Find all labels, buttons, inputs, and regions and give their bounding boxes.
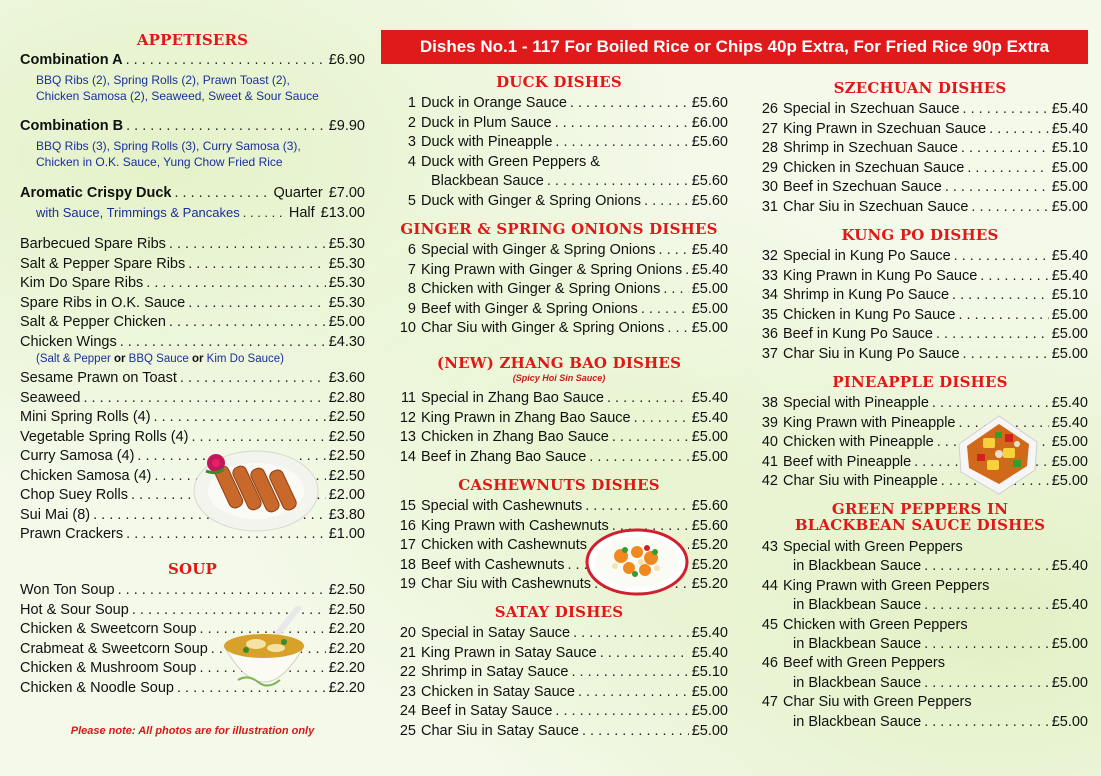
- item-price: £5.00: [1051, 345, 1088, 362]
- pineapple-dish-photo: [955, 408, 1041, 496]
- menu-item: Combination A . . . £6.90: [20, 51, 365, 70]
- item-name: King Prawn with Green Peppers: [783, 577, 990, 594]
- item-name: Chicken in Szechuan Sauce: [783, 159, 965, 176]
- menu-item: [752, 557, 1088, 576]
- item-name: Salt & Pepper Chicken: [20, 314, 166, 330]
- item-number: 4: [407, 153, 416, 170]
- item-number: 35: [761, 306, 778, 323]
- zhang-subtitle: (Spicy Hoi Sin Sauce): [512, 373, 606, 383]
- item-number: 40: [761, 434, 778, 450]
- item-number: 7: [407, 261, 416, 278]
- menu-item: [752, 693, 1088, 712]
- item-number: 27: [761, 120, 778, 137]
- menu-item: [20, 408, 365, 427]
- item-name: King Prawn in Szechuan Sauce: [783, 120, 987, 137]
- item-price: £5.00: [328, 314, 365, 330]
- item-price: £5.60: [691, 517, 728, 534]
- szechuan-title: SZECHUAN DISHES: [833, 79, 1007, 97]
- item-name: Chicken with Ginger & Spring Onions: [421, 281, 661, 297]
- item-price: £2.20: [328, 660, 365, 676]
- menu-item: [752, 538, 1088, 557]
- item-price: £5.00: [1051, 326, 1088, 342]
- item-price: £5.20: [691, 576, 728, 592]
- item-name: Mini Spring Rolls (4): [20, 409, 151, 425]
- menu-item: Aromatic Crispy Duck . . . Quarter £7.00: [20, 184, 365, 203]
- item-price: £5.60: [691, 173, 728, 189]
- menu-item: [390, 241, 728, 260]
- menu-item: [390, 261, 728, 280]
- menu-item: [752, 654, 1088, 673]
- menu-item: [390, 644, 728, 663]
- item-name: Chicken with Cashewnuts: [421, 537, 588, 553]
- item-number: 46: [761, 655, 778, 672]
- menu-item: [390, 624, 728, 643]
- menu-item: [20, 640, 365, 659]
- pineapple-title: PINEAPPLE DISHES: [832, 373, 1008, 391]
- item-price: £5.40: [691, 261, 728, 278]
- menu-item: [752, 577, 1088, 596]
- item-price: £5.40: [691, 390, 728, 406]
- photo-note: Please note: All photos are for illustration only: [70, 725, 315, 737]
- item-price: £2.20: [328, 679, 365, 696]
- item-name: Char Siu with Cashewnuts: [421, 576, 592, 592]
- item-name: King Prawn in Kung Po Sauce: [783, 267, 978, 284]
- item-price: £2.50: [328, 601, 365, 618]
- item-name: Duck in Orange Sauce: [421, 95, 567, 111]
- item-price: £5.00: [691, 320, 728, 336]
- ginger-title: GINGER & SPRING ONIONS DISHES: [400, 220, 718, 238]
- item-name: Beef with Cashewnuts: [421, 556, 565, 573]
- menu-item: [390, 409, 728, 428]
- item-name: Beef with Pineapple: [783, 453, 912, 470]
- spring-rolls-photo: [192, 443, 320, 535]
- item-name: Hot & Sour Soup: [20, 601, 129, 618]
- item-number: 18: [399, 556, 416, 573]
- item-price: £5.40: [1051, 267, 1088, 284]
- item-price: £5.00: [1051, 434, 1088, 450]
- zhang-title: (NEW) ZHANG BAO DISHES: [436, 354, 682, 372]
- item-number: 41: [761, 453, 778, 470]
- item-price: £5.00: [1051, 198, 1088, 215]
- item-number: 2: [407, 114, 416, 131]
- item-name: Beef in Szechuan Sauce: [783, 179, 942, 195]
- item-number: 24: [399, 703, 416, 719]
- item-price: £5.00: [1051, 179, 1088, 195]
- menu-item: [20, 601, 365, 620]
- item-price: £3.80: [328, 506, 365, 523]
- menu-item: [752, 100, 1088, 119]
- item-name: Chicken & Mushroom Soup: [20, 660, 197, 676]
- item-name: Duck with Green Peppers &: [421, 153, 600, 170]
- item-price: £1.00: [328, 526, 365, 542]
- menu-item: [752, 345, 1088, 364]
- menu-item: [752, 286, 1088, 305]
- item-number: 36: [761, 326, 778, 342]
- item-name: Char Siu with Ginger & Spring Onions: [421, 320, 665, 336]
- item-price: £5.40: [691, 625, 728, 641]
- menu-item: [390, 683, 728, 702]
- item-number: 32: [761, 248, 778, 264]
- item-number: 30: [761, 179, 778, 195]
- item-price: £2.80: [328, 389, 365, 406]
- item-name: Sesame Prawn on Toast: [20, 370, 177, 386]
- menu-item: [752, 247, 1088, 266]
- item-price: £2.20: [328, 640, 365, 657]
- item-name: King Prawn in Zhang Bao Sauce: [421, 409, 631, 426]
- item-name: Blackbean Sauce: [431, 173, 544, 189]
- item-name: Duck in Plum Sauce: [421, 114, 552, 131]
- menu-item: [752, 674, 1088, 693]
- item-name: Beef with Ginger & Spring Onions: [421, 300, 638, 317]
- item-price: £5.20: [691, 537, 728, 553]
- cashew-title: CASHEWNUTS DISHES: [458, 476, 660, 494]
- item-price: £5.40: [691, 242, 728, 258]
- item-name: Beef with Green Peppers: [783, 655, 946, 672]
- satay-title: SATAY DISHES: [494, 603, 624, 621]
- item-price: £5.00: [1051, 473, 1088, 489]
- item-number: 13: [399, 429, 416, 445]
- menu-item: [752, 178, 1088, 197]
- item-number: 8: [407, 281, 416, 297]
- item-number: 16: [399, 517, 416, 534]
- item-name: Special in Kung Po Sauce: [783, 248, 951, 264]
- item-price: £5.40: [1051, 248, 1088, 264]
- item-price: £5.40: [691, 644, 728, 661]
- menu-item: [752, 306, 1088, 325]
- item-name: Special with Cashewnuts: [421, 498, 583, 514]
- appetisers-title: APPETISERS: [136, 31, 249, 49]
- item-price: £5.00: [691, 429, 728, 445]
- item-description: Chicken in O.K. Sauce, Yung Chow Fried Rice: [36, 155, 283, 169]
- item-price: £5.60: [691, 192, 728, 209]
- menu-item: [752, 120, 1088, 139]
- greenpep-title-2: BLACKBEAN SAUCE DISHES: [794, 516, 1046, 534]
- greenpep-title-1: GREEN PEPPERS IN: [831, 500, 1009, 518]
- menu-item: [390, 319, 728, 338]
- item-name: Beef in Satay Sauce: [421, 703, 553, 719]
- menu-item: [752, 325, 1088, 344]
- item-number: 23: [399, 683, 416, 700]
- item-price: £2.50: [328, 467, 365, 484]
- item-price: £5.00: [691, 281, 728, 297]
- item-price: £5.00: [691, 703, 728, 719]
- item-price: £5.00: [691, 300, 728, 317]
- item-description: BBQ Ribs (3), Spring Rolls (3), Curry Samosa (3),: [36, 139, 301, 153]
- menu-item: [390, 280, 728, 299]
- item-name: Char Siu in Satay Sauce: [421, 722, 579, 739]
- menu-item: [752, 596, 1088, 615]
- item-name: Curry Samosa (4): [20, 448, 135, 464]
- item-number: 31: [761, 198, 778, 215]
- item-name: Char Siu in Szechuan Sauce: [783, 198, 969, 215]
- menu-item: [390, 172, 728, 191]
- item-price: £5.00: [1051, 713, 1088, 730]
- item-price: £5.10: [1051, 140, 1088, 156]
- item-number: 43: [761, 539, 778, 555]
- item-number: 1: [407, 95, 416, 111]
- item-number: 29: [761, 159, 778, 176]
- kungpo-title: KUNG PO DISHES: [841, 226, 999, 244]
- item-price: £2.00: [328, 487, 365, 503]
- item-name: Chicken & Sweetcorn Soup: [20, 621, 197, 637]
- menu-item: [20, 333, 365, 352]
- menu-item: [20, 581, 365, 600]
- item-name: Special in Satay Sauce: [421, 625, 571, 641]
- menu-item: [390, 722, 728, 741]
- menu-item: [20, 294, 365, 313]
- item-name: Chicken Wings: [20, 333, 117, 350]
- item-price: £5.40: [1051, 558, 1088, 575]
- item-price: £5.00: [1051, 636, 1088, 652]
- item-name: Salt & Pepper Spare Ribs: [20, 255, 186, 272]
- item-price: £5.40: [1051, 414, 1088, 431]
- menu-item: [20, 255, 365, 274]
- menu-item: Combination B . . . £9.90: [20, 117, 365, 136]
- item-number: 28: [761, 140, 778, 156]
- menu-item: [752, 267, 1088, 286]
- item-name: Chicken & Noodle Soup: [20, 679, 174, 696]
- item-name: Spare Ribs in O.K. Sauce: [20, 294, 186, 311]
- menu-item: [390, 448, 728, 467]
- item-number: 9: [407, 300, 416, 317]
- item-name: Chicken with Green Peppers: [783, 616, 968, 633]
- item-number: 39: [761, 414, 778, 431]
- menu-item: [752, 713, 1088, 732]
- item-number: 17: [399, 537, 416, 553]
- menu-item: [390, 153, 728, 172]
- item-number: 44: [761, 577, 778, 594]
- item-name: Beef in Zhang Bao Sauce: [421, 448, 587, 465]
- item-name: Vegetable Spring Rolls (4): [20, 428, 189, 445]
- item-price: £3.60: [328, 370, 365, 386]
- item-name: Special with Pineapple: [783, 395, 929, 411]
- item-name: Special in Zhang Bao Sauce: [421, 390, 604, 406]
- menu-item: [752, 616, 1088, 635]
- item-number: 19: [399, 576, 416, 592]
- item-name: Shrimp in Satay Sauce: [421, 664, 569, 680]
- item-name: Shrimp in Szechuan Sauce: [783, 140, 958, 156]
- item-price: £5.00: [1051, 674, 1088, 691]
- item-number: 10: [399, 320, 416, 336]
- item-name: Special with Green Peppers: [783, 539, 963, 555]
- item-price: £5.00: [1051, 306, 1088, 323]
- item-name: in Blackbean Sauce: [793, 674, 922, 691]
- item-name: Chop Suey Rolls: [20, 487, 128, 503]
- item-price: £5.10: [1051, 287, 1088, 303]
- item-number: 47: [761, 694, 778, 711]
- cashew-chicken-photo: [585, 526, 689, 596]
- menu-item: [20, 659, 365, 678]
- menu-item: [390, 133, 728, 152]
- wings-note: (Salt & Pepper or BBQ Sauce or Kim Do Sauce): [36, 353, 284, 365]
- item-price: £5.40: [691, 409, 728, 426]
- item-price: £5.60: [691, 95, 728, 111]
- item-price: £4.30: [328, 333, 365, 350]
- item-number: 14: [399, 448, 416, 465]
- item-price: £5.40: [1051, 395, 1088, 411]
- menu-item: with Sauce, Trimmings & Pancakes . . . Half £13.00: [36, 203, 365, 222]
- item-name: Chicken Samosa (4): [20, 467, 152, 484]
- item-price: £6.00: [691, 114, 728, 131]
- item-number: 15: [399, 498, 416, 514]
- soup-title: SOUP: [167, 560, 218, 578]
- item-price: £2.50: [328, 448, 365, 464]
- item-name: Char Siu with Pineapple: [783, 473, 938, 489]
- item-name: Duck with Pineapple: [421, 134, 553, 150]
- menu-item: [390, 114, 728, 133]
- menu-item: [752, 198, 1088, 217]
- item-price: £5.00: [691, 683, 728, 700]
- item-number: 34: [761, 287, 778, 303]
- item-name: King Prawn with Cashewnuts: [421, 517, 609, 534]
- menu-item: [20, 313, 365, 332]
- item-price: £2.50: [328, 409, 365, 425]
- item-name: Chicken with Pineapple: [783, 434, 934, 450]
- item-price: £5.30: [328, 236, 365, 252]
- item-name: King Prawn with Pineapple: [783, 414, 956, 431]
- item-name: Prawn Crackers: [20, 526, 124, 542]
- item-name: Won Ton Soup: [20, 582, 115, 598]
- item-name: Beef in Kung Po Sauce: [783, 326, 933, 342]
- item-number: 6: [407, 242, 416, 258]
- menu-item: [752, 139, 1088, 158]
- item-name: Chicken in Satay Sauce: [421, 683, 575, 700]
- menu-item: [20, 620, 365, 639]
- item-number: 22: [399, 664, 416, 680]
- item-price: £5.30: [328, 275, 365, 291]
- menu-item: [390, 389, 728, 408]
- item-name: Barbecued Spare Ribs: [20, 236, 166, 252]
- menu-item: [20, 369, 365, 388]
- soup-bowl-photo: [218, 606, 310, 702]
- item-price: £2.50: [328, 428, 365, 445]
- item-name: Char Siu with Green Peppers: [783, 694, 972, 711]
- item-description: Chicken Samosa (2), Seaweed, Sweet & Sour Sauce: [36, 89, 319, 103]
- item-price: £5.40: [1051, 597, 1088, 614]
- item-number: 33: [761, 267, 778, 284]
- item-price: £2.50: [328, 582, 365, 598]
- menu-item: [390, 702, 728, 721]
- item-name: Duck with Ginger & Spring Onions: [421, 192, 642, 209]
- item-name: King Prawn with Ginger & Spring Onions: [421, 261, 683, 278]
- item-number: 45: [761, 616, 778, 633]
- item-name: Chicken in Kung Po Sauce: [783, 306, 956, 323]
- item-price: £5.20: [691, 556, 728, 573]
- item-price: £5.40: [1051, 101, 1088, 117]
- item-price: £5.30: [328, 255, 365, 272]
- item-name: in Blackbean Sauce: [793, 636, 922, 652]
- item-number: 11: [400, 390, 416, 406]
- menu-item: [20, 389, 365, 408]
- menu-item: [390, 94, 728, 113]
- item-number: 12: [399, 409, 416, 426]
- item-price: £5.60: [691, 134, 728, 150]
- item-name: Chicken in Zhang Bao Sauce: [421, 429, 609, 445]
- item-name: Special in Szechuan Sauce: [783, 101, 960, 117]
- item-name: Crabmeat & Sweetcorn Soup: [20, 640, 208, 657]
- menu-item: [20, 679, 365, 698]
- item-name: Char Siu in Kung Po Sauce: [783, 345, 960, 362]
- menu-item: [20, 274, 365, 293]
- item-price: £5.30: [328, 294, 365, 311]
- item-name: Seaweed: [20, 389, 81, 406]
- item-price: £5.60: [691, 498, 728, 514]
- item-number: 38: [761, 395, 778, 411]
- menu-item: [390, 192, 728, 211]
- item-name: Kim Do Spare Ribs: [20, 275, 144, 291]
- item-number: 42: [761, 473, 778, 489]
- item-price: £5.40: [1051, 120, 1088, 137]
- item-number: 3: [407, 134, 416, 150]
- item-number: 37: [761, 345, 778, 362]
- menu-item: [390, 428, 728, 447]
- item-price: £5.00: [1051, 453, 1088, 470]
- menu-item: [390, 300, 728, 319]
- item-name: Sui Mai (8): [20, 506, 91, 523]
- item-number: 25: [399, 722, 416, 739]
- item-number: 5: [407, 192, 416, 209]
- item-name: in Blackbean Sauce: [793, 558, 922, 575]
- item-name: in Blackbean Sauce: [793, 597, 922, 614]
- menu-item: [390, 497, 728, 516]
- item-name: Shrimp in Kung Po Sauce: [783, 287, 950, 303]
- item-price: £5.00: [1051, 159, 1088, 176]
- menu-item: [752, 159, 1088, 178]
- menu-item: [390, 663, 728, 682]
- item-number: 20: [399, 625, 416, 641]
- menu-item: [20, 235, 365, 254]
- item-price: £2.20: [328, 621, 365, 637]
- item-number: 26: [761, 101, 778, 117]
- item-description: BBQ Ribs (2), Spring Rolls (2), Prawn Toast (2),: [36, 73, 290, 87]
- item-price: £5.00: [691, 448, 728, 465]
- rice-banner: Dishes No.1 - 117 For Boiled Rice or Chips 40p Extra, For Fried Rice 90p Extra: [381, 30, 1088, 64]
- item-name: Special with Ginger & Spring Onions: [421, 242, 656, 258]
- item-price: £5.00: [691, 722, 728, 739]
- menu-item: [752, 635, 1088, 654]
- item-number: 21: [399, 644, 416, 661]
- item-name: in Blackbean Sauce: [793, 713, 922, 730]
- duck-title: DUCK DISHES: [496, 73, 622, 91]
- item-price: £5.10: [691, 664, 728, 680]
- item-name: King Prawn in Satay Sauce: [421, 644, 597, 661]
